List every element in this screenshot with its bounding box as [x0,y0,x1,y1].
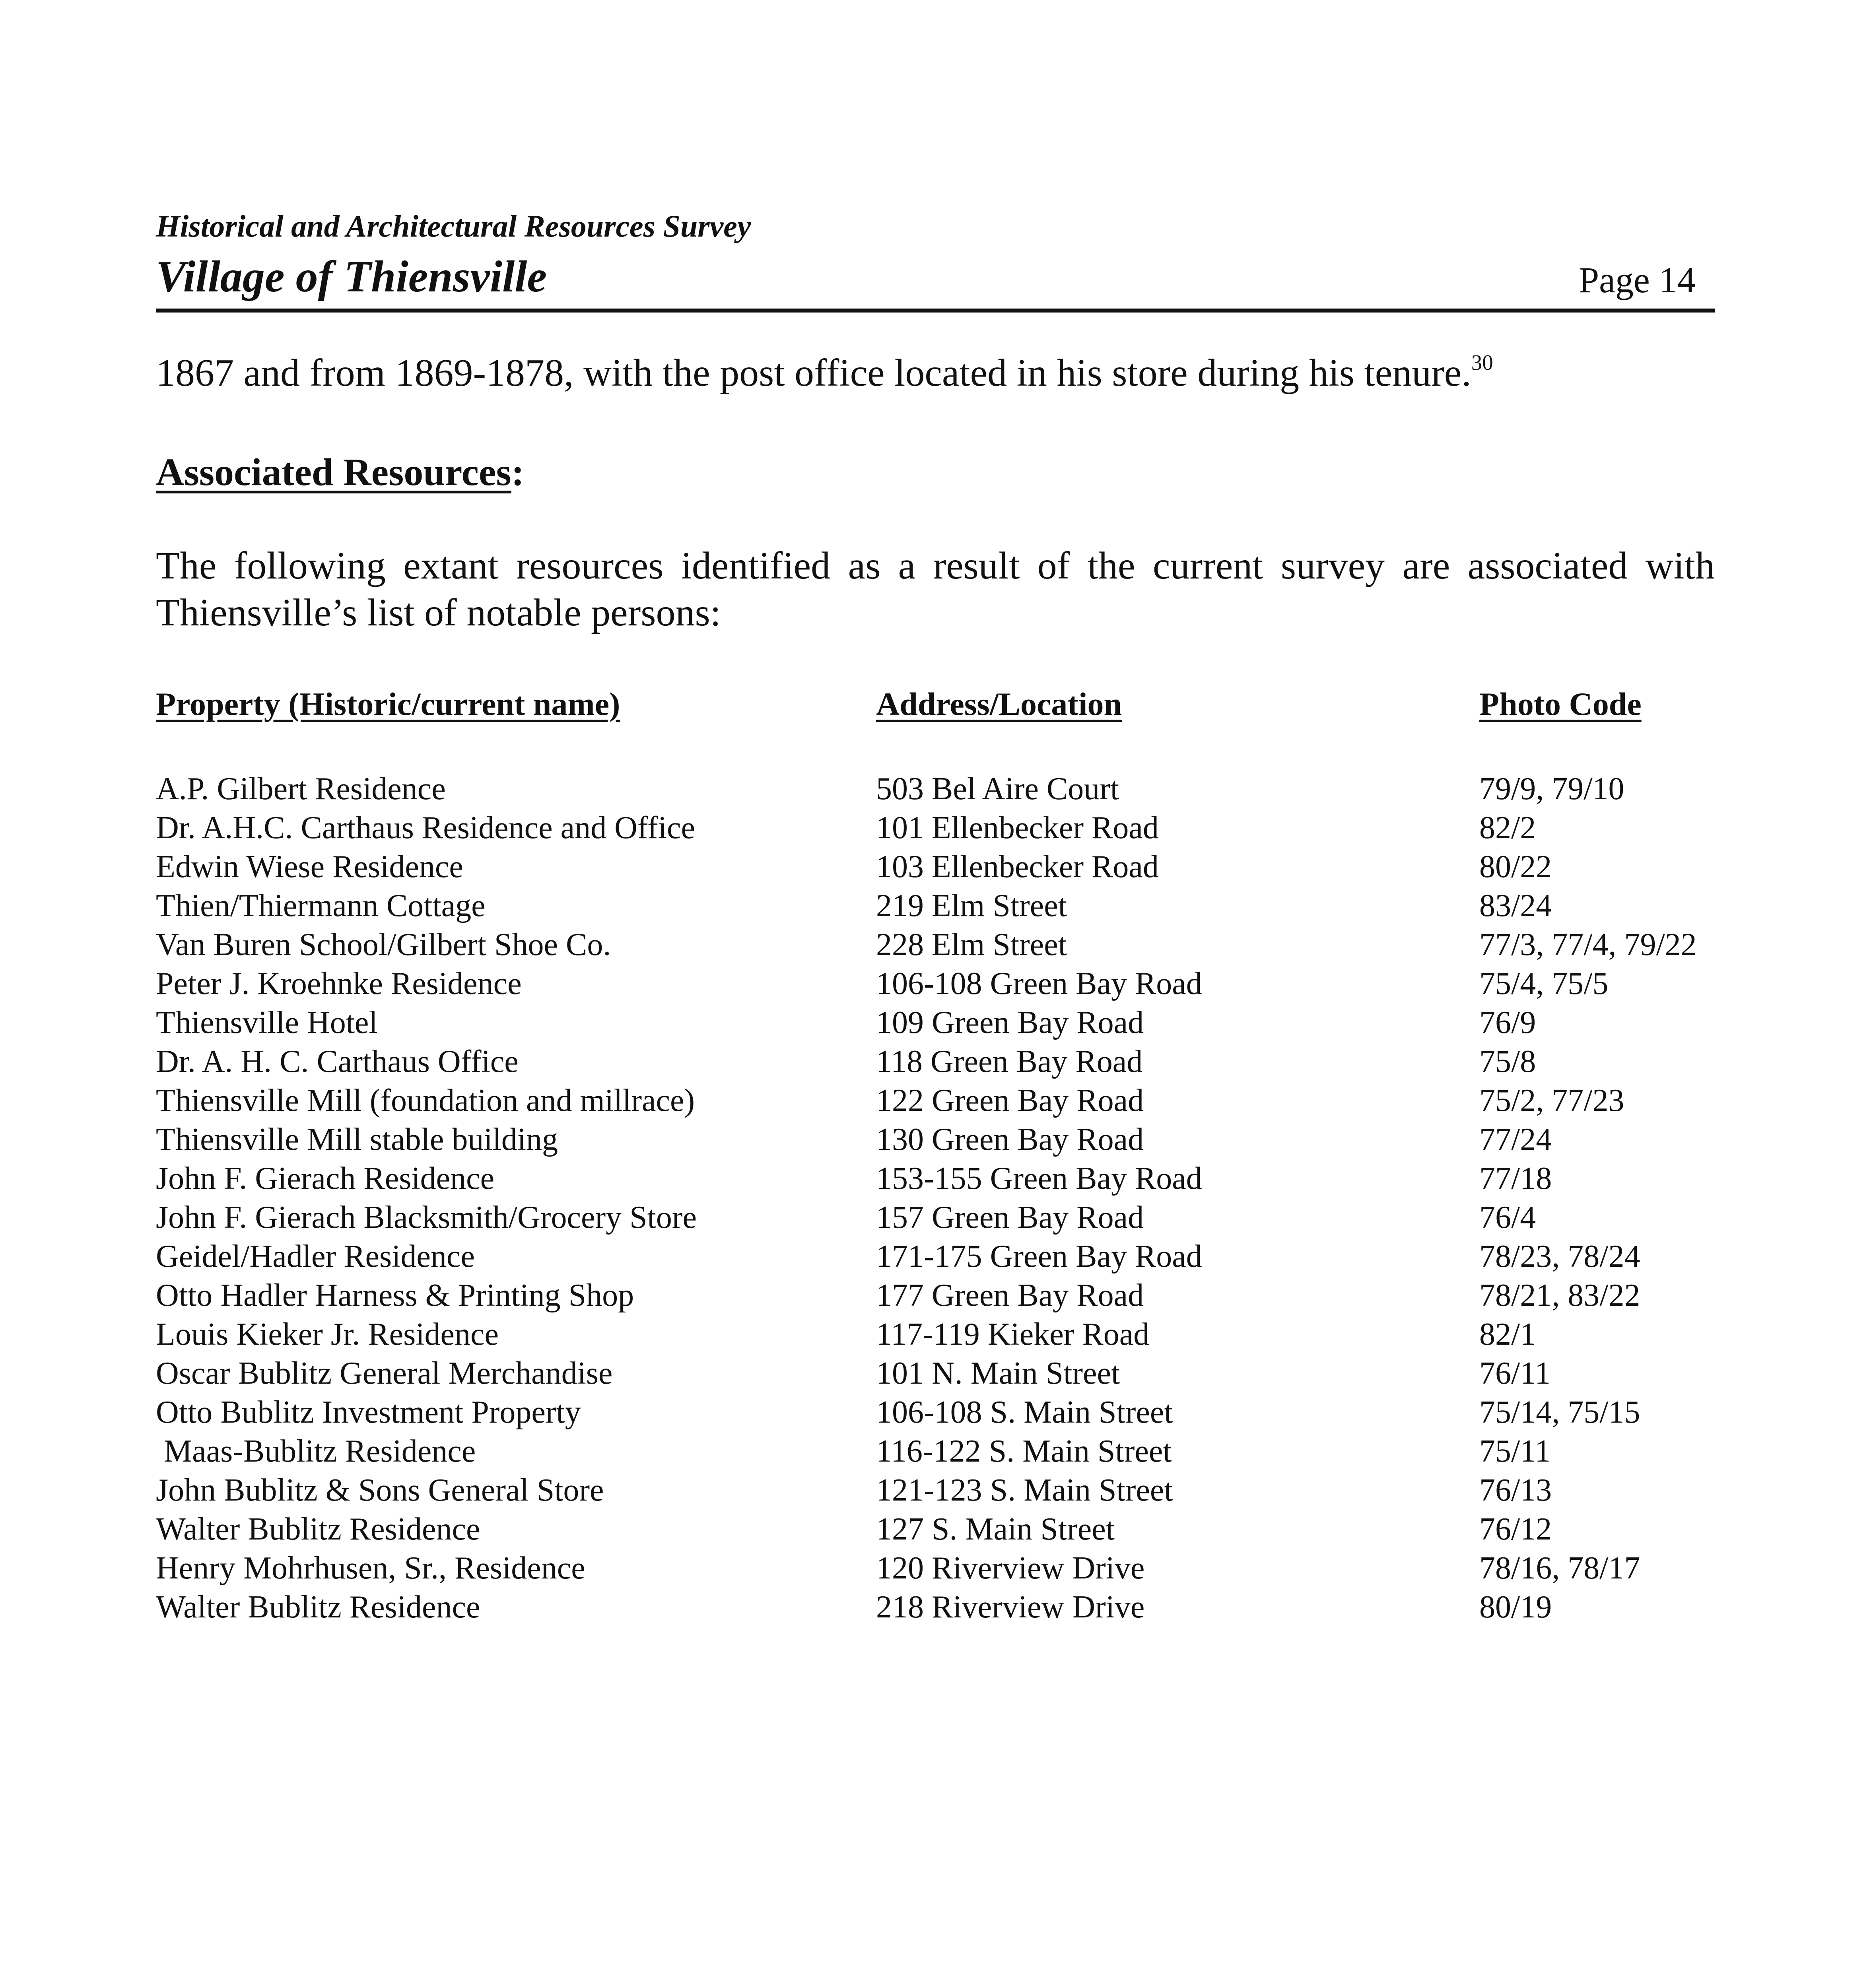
resources-table [0,769,1873,1627]
address-cell: 122 Green Bay Road [876,1083,1144,1118]
address-cell: 103 Ellenbecker Road [876,849,1159,884]
photo-code-cell: 75/2, 77/23 [1479,1083,1624,1118]
address-cell: 503 Bel Aire Court [876,771,1119,806]
table-row [0,1198,1873,1237]
table-row [0,847,1873,886]
photo-code-cell: 77/18 [1479,1161,1552,1196]
property-cell: John Bublitz & Sons General Store [156,1473,604,1508]
property-cell: Walter Bublitz Residence [156,1512,480,1547]
property-cell: John F. Gierach Residence [156,1161,495,1196]
property-cell: Thiensville Mill (foundation and millrace) [156,1083,695,1118]
property-cell: John F. Gierach Blacksmith/Grocery Store [156,1200,697,1235]
table-row [0,1276,1873,1315]
property-cell: Oscar Bublitz General Merchandise [156,1356,613,1391]
table-row [0,1237,1873,1276]
photo-code-cell: 75/4, 75/5 [1479,966,1609,1001]
intro-paragraph [156,350,1715,397]
section-paragraph: The following extant resources identified as a result of the current survey are associated with Thiensville’s list of notable persons: [156,544,1715,634]
table-row [0,1354,1873,1393]
address-cell: 153-155 Green Bay Road [876,1161,1202,1196]
property-cell: Edwin Wiese Residence [156,849,463,884]
address-cell: 101 N. Main Street [876,1356,1120,1391]
column-header-photo-code: Photo Code [1479,686,1642,722]
header-rule [156,309,1715,313]
table-row [0,1081,1873,1120]
table-row [0,1549,1873,1588]
photo-code-cell: 76/11 [1479,1356,1551,1391]
table-row [0,1510,1873,1549]
village-title: Village of Thiensville [156,252,547,301]
table-row [0,1042,1873,1081]
intro-text: 1867 and from 1869-1878, with the post office located in his store during his tenure. [156,351,1471,394]
table-row [0,808,1873,847]
column-header-property: Property (Historic/current name) [156,686,620,722]
column-header-address: Address/Location [876,686,1122,722]
table-row [0,1471,1873,1510]
photo-code-cell: 76/12 [1479,1512,1552,1547]
photo-code-cell: 80/19 [1479,1590,1552,1625]
table-row [0,925,1873,964]
address-cell: 171-175 Green Bay Road [876,1239,1202,1274]
address-cell: 101 Ellenbecker Road [876,810,1159,845]
address-cell: 118 Green Bay Road [876,1044,1143,1079]
property-cell: Thiensville Hotel [156,1005,378,1040]
photo-code-cell: 83/24 [1479,888,1552,923]
section-heading-colon: : [511,451,525,494]
address-cell: 120 Riverview Drive [876,1551,1145,1586]
address-cell: 218 Riverview Drive [876,1590,1145,1625]
photo-code-cell: 75/11 [1479,1434,1551,1469]
property-cell: Otto Bublitz Investment Property [156,1395,581,1430]
address-cell: 228 Elm Street [876,927,1067,962]
table-row [0,1003,1873,1042]
photo-code-cell: 82/1 [1479,1317,1536,1352]
table-row [0,1315,1873,1354]
address-cell: 117-119 Kieker Road [876,1317,1150,1352]
address-cell: 106-108 Green Bay Road [876,966,1202,1001]
table-row [0,1588,1873,1627]
photo-code-cell: 78/21, 83/22 [1479,1278,1640,1313]
photo-code-cell: 78/16, 78/17 [1479,1551,1640,1586]
address-cell: 177 Green Bay Road [876,1278,1144,1313]
footnote-ref: 30 [1471,350,1493,375]
property-cell: Geidel/Hadler Residence [156,1239,475,1274]
survey-title: Historical and Architectural Resources Survey [156,209,751,243]
address-cell: 116-122 S. Main Street [876,1434,1172,1469]
property-cell: Peter J. Kroehnke Residence [156,966,522,1001]
section-heading [156,449,524,496]
section-heading-text: Associated Resources [156,451,511,494]
photo-code-cell: 77/24 [1479,1122,1552,1157]
table-row [0,1393,1873,1432]
photo-code-cell: 82/2 [1479,810,1536,845]
photo-code-cell: 76/13 [1479,1473,1552,1508]
photo-code-cell: 76/4 [1479,1200,1536,1235]
photo-code-cell: 75/8 [1479,1044,1536,1079]
table-row [0,1432,1873,1471]
property-cell: Dr. A. H. C. Carthaus Office [156,1044,519,1079]
table-row [0,769,1873,808]
page-number: Page 14 [1579,260,1696,300]
address-cell: 106-108 S. Main Street [876,1395,1173,1430]
photo-code-cell: 76/9 [1479,1005,1536,1040]
address-cell: 219 Elm Street [876,888,1067,923]
property-cell: Thien/Thiermann Cottage [156,888,486,923]
property-cell: Maas-Bublitz Residence [156,1434,476,1469]
property-cell: Van Buren School/Gilbert Shoe Co. [156,927,611,962]
property-cell: A.P. Gilbert Residence [156,771,446,806]
address-cell: 127 S. Main Street [876,1512,1115,1547]
photo-code-cell: 80/22 [1479,849,1552,884]
photo-code-cell: 78/23, 78/24 [1479,1239,1640,1274]
property-cell: Louis Kieker Jr. Residence [156,1317,499,1352]
table-row [0,886,1873,925]
property-cell: Henry Mohrhusen, Sr., Residence [156,1551,585,1586]
property-cell: Dr. A.H.C. Carthaus Residence and Office [156,810,695,845]
property-cell: Walter Bublitz Residence [156,1590,480,1625]
address-cell: 157 Green Bay Road [876,1200,1144,1235]
photo-code-cell: 75/14, 75/15 [1479,1395,1640,1430]
photo-code-cell: 77/3, 77/4, 79/22 [1479,927,1697,962]
table-row [0,964,1873,1003]
address-cell: 130 Green Bay Road [876,1122,1144,1157]
address-cell: 109 Green Bay Road [876,1005,1144,1040]
address-cell: 121-123 S. Main Street [876,1473,1173,1508]
property-cell: Otto Hadler Harness & Printing Shop [156,1278,634,1313]
photo-code-cell: 79/9, 79/10 [1479,771,1624,806]
table-row [0,1120,1873,1159]
property-cell: Thiensville Mill stable building [156,1122,558,1157]
table-row [0,1159,1873,1198]
